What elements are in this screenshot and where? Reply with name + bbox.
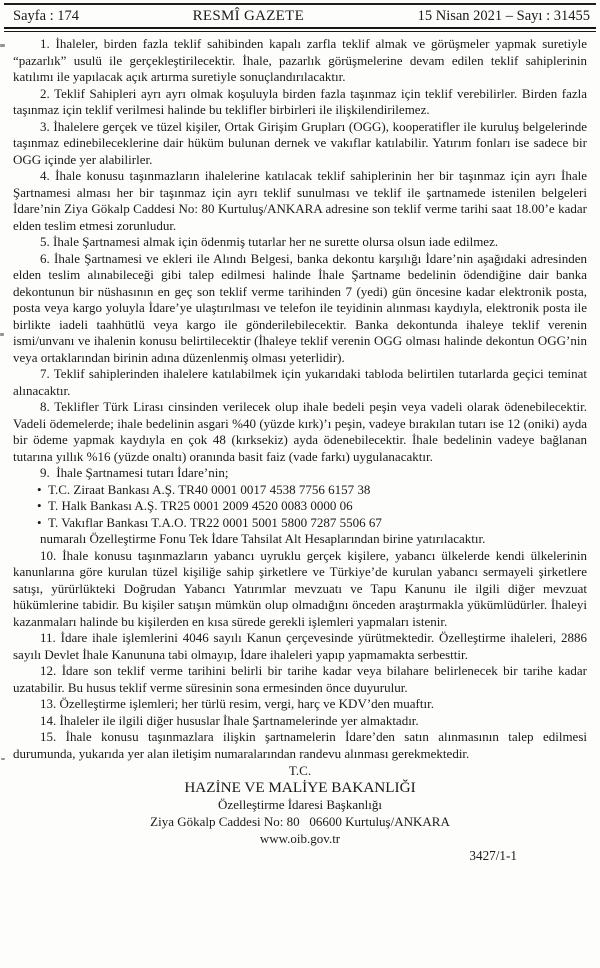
signature-block xyxy=(13,762,587,847)
clause-14: 14. İhaleler ile ilgili diğer hususlar İhale Şartnamelerinde yer almaktadır. xyxy=(40,712,419,728)
bullet-icon: • xyxy=(37,514,42,530)
clause-2: 2. Teklif Sahipleri ayrı ayrı olmak koşuluyla birden fazla taşınmaz için teklif verebilirler. Birden fazla taşınmaz için teklif verilmesi halinde bu teklifler birbirleri ile ilişkilendirilemez. xyxy=(13,85,587,117)
bank-account-halk xyxy=(37,498,587,515)
clause-13: 13. Özelleştirme işlemleri; her türlü resim, vergi, harç ve KDV’den muaftır. xyxy=(40,696,434,711)
clause-12: 12. İdare son teklif verme tarihini belirli bir tarihe kadar veya bilahare belirlenecek bir tarihe kadar uzatabilir. Bu husus teklif verme süresinin sona ermesinden önce duyurulur. xyxy=(13,663,587,695)
scan-speck xyxy=(0,44,5,47)
bank-account-text: T. Halk Bankası A.Ş. TR25 0001 2009 4520 0083 0000 06 xyxy=(48,498,353,513)
scan-speck xyxy=(1,758,5,760)
clause-9: 9. İhale Şartnamesi tutarı İdare’nin; xyxy=(40,465,229,480)
bank-account-text: T.C. Ziraat Bankası A.Ş. TR40 0001 0017 4538 7756 6157 38 xyxy=(48,481,371,497)
clause-4: 4. İhale konusu taşınmazların ihalelerine katılacak teklif sahiplerinin her bir taşınmaz için ayrı İhale Şartnamesi alması her bir taşınmaz için ayrı teklif sunulması ve teklif ile şartnamede istenilen belgeleri İdare’nin Ziya Gökalp Caddesi No: 80 Kurtuluş/ANKARA adresine son teklif verme tarihi saat 18.00’e kadar elden teslim etmesi zorunludur. xyxy=(13,168,587,233)
clause-8: 8. Teklifler Türk Lirası cinsinden verilecek olup ihale bedeli peşin veya vadeli olarak ödenebilecektir. Vadeli ödemelerde; ihale bedelinin asgari %40 (yüzde kırk)’ı peşin, vadeye bırakılan tutarı ise 12 (oniki) ayda bir ödeme yapmak kaydıyla en çok 48 (kırksekiz) ayda ödenebilecektir. İhale bedelinin vadeye bağlanan tutarına yıllık %16 (yüzde onaltı) oranında basit faiz (vade farkı) uygulanacaktır. xyxy=(13,399,587,464)
clause-1: 1. İhaleler, birden fazla teklif sahibinden kapalı zarfla teklif almak ve görüşmeler yapmak suretiyle “pazarlık” usulü ile gerçekleştirilecektir. İhale, pazarlık görüşmelerine devam edilen teklif sahiplerinin katılımı ile yapılacak açık artırma suretiyle sonuçlandırılacaktır. xyxy=(13,36,587,84)
clause-9-continuation: numaralı Özelleştirme Fonu Tek İdare Tahsilat Alt Hesaplarından birine yatırılacaktır. xyxy=(40,531,486,546)
ministry-name: HAZİNE VE MALİYE BAKANLIĞI xyxy=(184,779,416,796)
bank-account-ziraat xyxy=(37,482,587,499)
doc-number: 3427/1-1 xyxy=(469,848,517,863)
scan-speck xyxy=(0,333,4,336)
clause-5: 5. İhale Şartnamesi almak için ödenmiş tutarlar her ne surette olursa olsun iade edilmez. xyxy=(40,234,499,249)
bullet-icon: • xyxy=(37,498,42,513)
gazette-title: RESMÎ GAZETE xyxy=(192,8,305,24)
address-line: Ziya Gökalp Caddesi No: 80 06600 Kurtuluş/ANKARA xyxy=(150,814,450,829)
clause-15: 15. İhale konusu taşınmazlara ilişkin şartnamelerin İdare’den satın alınmasının talep edilmesi durumunda, yukarıda yer alan iletişim numaralarından randevu alınması gerekmektedir. xyxy=(13,729,587,761)
bullet-icon: • xyxy=(37,481,42,497)
issue-date-label: 15 Nisan 2021 – Sayı : 31455 xyxy=(417,8,590,24)
clause-7: 7. Teklif sahiplerinden ihalelere katılabilmek için yukarıdaki tabloda belirtilen tutarlarda geçici teminat alınacaktır. xyxy=(13,366,587,398)
administration-name: Özelleştirme İdaresi Başkanlığı xyxy=(218,797,382,812)
bank-account-text: T. Vakıflar Bankası T.A.O. TR22 0001 5001 5800 7287 5506 67 xyxy=(48,514,382,530)
entity-abbrev: T.C. xyxy=(288,763,312,778)
header-top-rule xyxy=(4,3,596,5)
website-url: www.oib.gov.tr xyxy=(259,831,341,846)
masthead xyxy=(13,6,590,26)
page-number-label: Sayfa : 174 xyxy=(13,8,80,24)
clause-11: 11. İdare ihale işlemlerini 4046 sayılı Kanun çerçevesinde yürütmektedir. Özelleştirme ihaleleri, 2886 sayılı Devlet İhale Kanununa tabi olmayıp, İdare ihaleleri yapıp yapmamakta serbesttir. xyxy=(13,630,587,662)
clause-10: 10. İhale konusu taşınmazların yabancı uyruklu gerçek kişilere, yabancı ülkelerde kendi ülkelerinin kanunlarına göre kurulan tüzel kişiliğe sahip şirketlere ve Türkiye’de kurulan yabancı sermayeli şirketlere satışı, yürürlükteki Doğrudan Yabancı Yatırımlar mevzuatı ve Tapu Kanunu ile ilgili diğer mevzuat hükümlerine tabidir. Bu kişiler satışın mümkün olup olmadığını önceden araştırmakla yükümlüdürler. İhaleyi kazanmaları halinde bu kişilerden en kısa sürede gerekli işlemleri yapmaları istenir. xyxy=(13,547,587,629)
notice-body xyxy=(0,32,600,864)
bank-account-vakiflar xyxy=(37,515,587,532)
clause-6: 6. İhale Şartnamesi ve ekleri ile Alındı Belgesi, banka dekontu karşılığı İdare’nin aşağıdaki adresinden elden teslim alınabileceği gibi talep edilmesi halinde İhale Şartname bedelinin ödendiğine dair banka dekontunun bir nüshasının en geç son teklif verme tarihinden 7 (yedi) gün öncesine kadar elektronik posta, posta veya kargo yoluyla İdare’ye ulaştırılması ve telefon ile teyidinin alınması kaydıyla, elektronik posta ile birlikte iadeli taahhütlü veya kargo ile gönderilebilecektir. Banka dekontunda ihaleye teklif verenin ismi/unvanı ve ihalenin konusu belirtilecektir (İhaleye teklif verenin OGG olması halinde dekontun OGG’nin veya ortaklarından birinin adına düzenlenmiş olması yeterlidir). xyxy=(13,250,587,365)
clause-3: 3. İhalelere gerçek ve tüzel kişiler, Ortak Girişim Grupları (OGG), kooperatifler ile kuruluş belgelerinde taşınmaz edinebileceklerine dair hüküm bulunan dernek ve vakıflar katılabilir. Yatırım fonları ise sadece bir OGG içinde yer alabilirler. xyxy=(13,118,587,167)
